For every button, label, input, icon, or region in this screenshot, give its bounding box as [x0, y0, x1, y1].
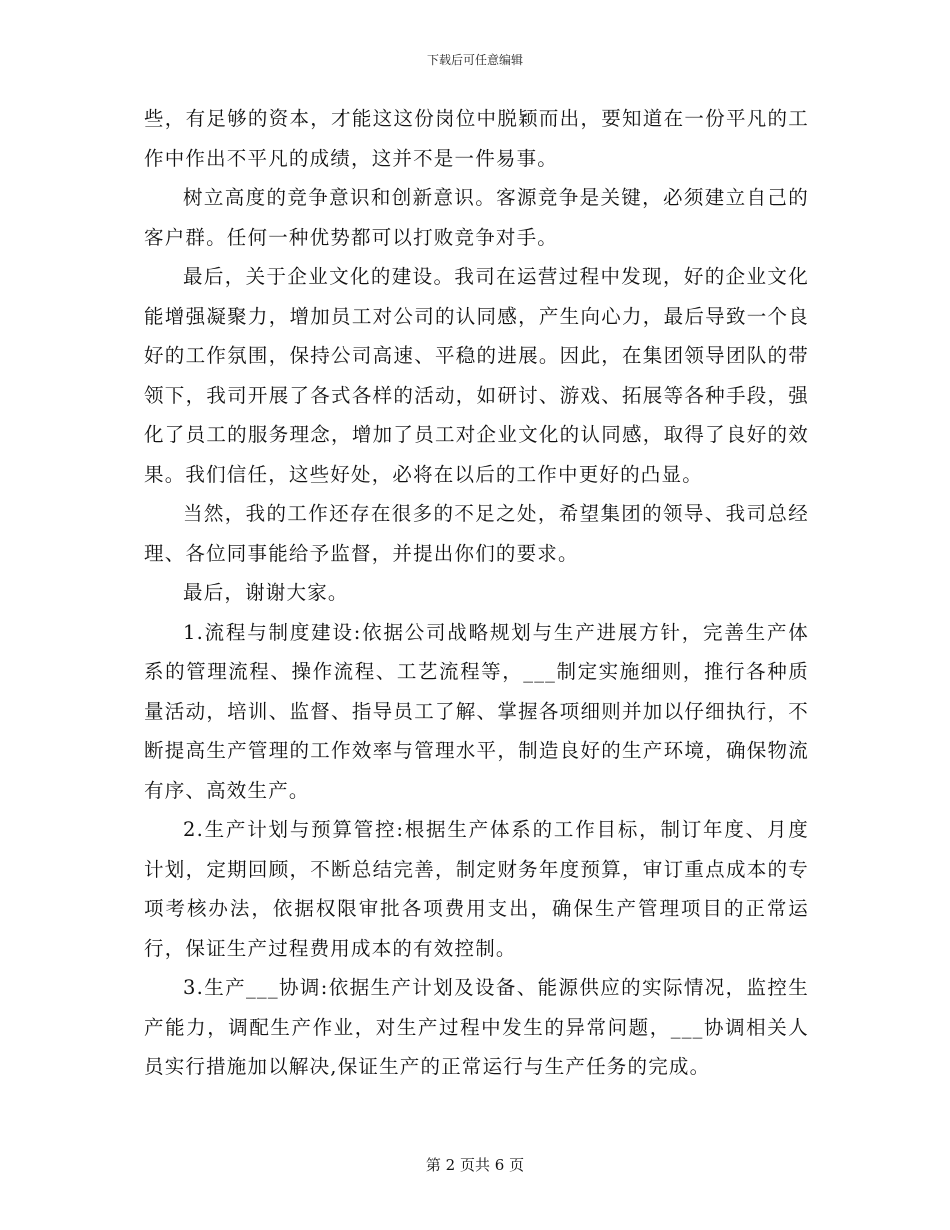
paragraph-corporate-culture: 最后，关于企业文化的建设。我司在运营过程中发现，好的企业文化能增强凝聚力，增加员工对公司的认同感，产生向心力，最后导致一个良好的工作氛围，保持公司高速、平稳的进展。因此，在集团领导团队的带领下，我司开展了各式各样的活动，如研讨、游戏、拓展等各种手段，强化了员工的服务理念，增加了员工对企业文化的认同感，取得了良好的效果。我们信任，这些好处，必将在以后的工作中更好的凸显。 — [144, 265, 809, 486]
paragraph-competition-awareness: 树立高度的竞争意识和创新意识。客源竞争是关键，必须建立自己的客户群。任何一种优势都可以打败竞争对手。 — [144, 186, 809, 249]
paragraph-item-3-coordination: 3.生产___协调:依据生产计划及设备、能源供应的实际情况，监控生产能力，调配生产作业，对生产过程中发生的异常问题，___协调相关人员实行措施加以解决,保证生产的正常运行与生产任务的完成。 — [144, 976, 809, 1078]
page-header: 下载后可任意编辑 — [426, 53, 523, 67]
paragraph-item-2-plan-budget: 2.生产计划与预算管控:根据生产体系的工作目标，制订年度、月度计划，定期回顾，不断总结完善，制定财务年度预算，审订重点成本的专项考核办法，依据权限审批各项费用支出，确保生产管理项目的正常运行，保证生产过程费用成本的有效控制。 — [144, 818, 809, 960]
paragraph-item-1-process-system: 1.流程与制度建设:依据公司战略规划与生产进展方针，完善生产体系的管理流程、操作流程、工艺流程等，___制定实施细则，推行各种质量活动，培训、监督、指导员工了解、掌握各项细则并加以仔细执行，不断提高生产管理的工作效率与管理水平，制造良好的生产环境，确保物流有序、高效生产。 — [144, 620, 809, 802]
paragraph-shortcomings: 当然，我的工作还存在很多的不足之处，希望集团的领导、我司总经理、各位同事能给予监督，并提出你们的要求。 — [144, 502, 809, 565]
paragraph-continuation: 些，有足够的资本，才能这这份岗位中脱颖而出，要知道在一份平凡的工作中作出不平凡的成绩，这并不是一件易事。 — [144, 107, 809, 170]
page-number-footer: 第 2 页共 6 页 — [425, 1156, 525, 1174]
document-body — [144, 99, 809, 1087]
paragraph-thanks: 最后，谢谢大家。 — [183, 581, 349, 604]
